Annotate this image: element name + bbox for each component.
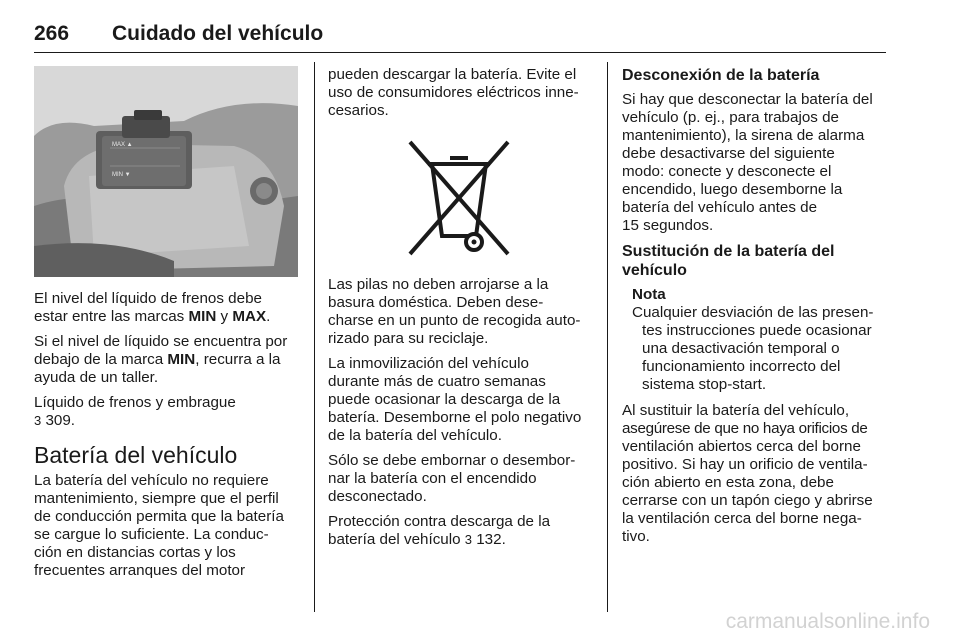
paragraph: [328, 355, 594, 445]
column-1: [34, 290, 302, 587]
text-line: frecuentes arranques del motor: [34, 562, 246, 579]
text-line: Las pilas no deben arrojarse a la: [328, 276, 549, 293]
reference-arrow-icon: 3: [34, 413, 42, 428]
paragraph: [328, 66, 594, 120]
brake-fluid-reservoir-photo: [34, 66, 298, 277]
text-line: La batería del vehículo no requiere: [34, 472, 269, 489]
paragraph: [34, 394, 302, 430]
text-line: cesarios.: [328, 102, 389, 119]
column-3: [622, 66, 888, 553]
paragraph: [34, 333, 302, 387]
text-line: 15 segundos.: [622, 217, 714, 234]
text-line: Al sustituir la batería del vehículo,: [622, 402, 850, 419]
reservoir-illustration: [34, 66, 298, 277]
text-line: El nivel del líquido de frenos debe: [34, 290, 262, 307]
text-line: batería. Desemborne el polo negativo: [328, 409, 582, 426]
max-mark-label: MAX ▲: [112, 142, 133, 148]
column-divider: [607, 62, 608, 612]
text-line: durante más de cuatro semanas: [328, 373, 546, 390]
min-mark-label: MIN ▼: [112, 172, 131, 178]
subsection-heading: Desconexión de la batería: [622, 67, 820, 84]
text-span: 309.: [41, 412, 76, 429]
text-line: ción en distancias cortas y los: [34, 544, 236, 561]
paragraph: [328, 276, 594, 348]
text-line: uso de consumidores eléctricos inne-: [328, 84, 579, 101]
text-line: vehículo (p. ej., para trabajos de: [622, 109, 839, 126]
text-line: de la batería del vehículo.: [328, 427, 502, 444]
text-line: ayuda de un taller.: [34, 369, 159, 386]
section-title: Cuidado del vehículo: [112, 22, 324, 45]
text-line: La inmovilización del vehículo: [328, 355, 529, 372]
text-line: desconectado.: [328, 488, 427, 505]
text-line: mantenimiento), la sirena de alarma: [622, 127, 865, 144]
text-line: nar la batería con el encendido: [328, 470, 537, 487]
text-span: estar entre las marcas: [34, 308, 189, 325]
text-line: la ventilación cerca del borne nega-: [622, 510, 862, 527]
text-line: vehículo: [622, 262, 687, 279]
column-2: [328, 66, 594, 556]
text-span: , recurra a la: [195, 351, 281, 368]
text-line: basura doméstica. Deben dese-: [328, 294, 544, 311]
column-divider: [314, 62, 315, 612]
text-span: .: [266, 308, 271, 325]
cross-reference-link[interactable]: [34, 412, 302, 430]
paragraph: [34, 290, 302, 326]
watermark[interactable]: carmanualsonline.info: [725, 610, 930, 633]
paragraph: [34, 472, 302, 580]
paragraph: [622, 91, 888, 235]
note-title: Nota: [632, 286, 666, 303]
text-line: mantenimiento, siempre que el perfil: [34, 490, 279, 507]
text-line: [328, 531, 594, 549]
text-line: asegúrese de que no haya orificios de: [622, 420, 868, 437]
text-line: debe desactivarse del siguiente: [622, 145, 835, 162]
text-line: ción abierto en esta zona, debe: [622, 474, 834, 491]
text-span: 132.: [472, 531, 506, 548]
subsection-heading: [622, 242, 888, 280]
text-line: encendido, luego desemborne la: [622, 181, 843, 198]
text-line: batería del vehículo antes de: [622, 199, 818, 216]
text-line: modo: conecte y desconecte el: [622, 163, 832, 180]
text-line: sistema stop-start.: [642, 376, 767, 393]
text-line: Protección contra descarga de la: [328, 513, 551, 530]
text-line: rizado para su reciclaje.: [328, 330, 489, 347]
text-span: batería del vehículo: [328, 531, 465, 548]
text-line: tes instrucciones puede ocasionar: [642, 322, 872, 339]
paragraph: [328, 513, 594, 549]
text-line: se cargue lo suficiente. La conduc-: [34, 526, 269, 543]
text-line: funcionamiento incorrecto del: [642, 358, 841, 375]
text-line: Cualquier desviación de las presen-: [632, 304, 874, 321]
text-line: tivo.: [622, 528, 650, 545]
text-line: Si el nivel de líquido se encuentra por: [34, 333, 288, 350]
text-line: charse en un punto de recogida auto-: [328, 312, 581, 329]
text-line: Sólo se debe embornar o desembor-: [328, 452, 576, 469]
paragraph: [328, 452, 594, 506]
text-line: cerrarse con un tapón ciego y abrirse: [622, 492, 873, 509]
text-line: positivo. Si hay un orificio de ventila-: [622, 456, 868, 473]
page-header: [34, 22, 886, 53]
text-line: una desactivación temporal o: [642, 340, 840, 357]
text-line: [34, 351, 302, 369]
section-heading: Batería del vehículo: [34, 442, 238, 468]
reference-arrow-icon: 3: [464, 532, 473, 547]
page-number: 266: [34, 22, 70, 45]
note-body: [632, 304, 888, 394]
text-line: Si hay que desconectar la batería del: [622, 91, 873, 108]
text-span: y: [216, 308, 233, 325]
text-line: [34, 308, 302, 326]
min-mark-text: MIN: [188, 308, 217, 325]
text-line: de conducción permita que la batería: [34, 508, 284, 525]
text-line: pueden descargar la batería. Evite el: [328, 66, 577, 83]
text-line: Líquido de frenos y embrague: [34, 394, 236, 411]
text-line: puede ocasionar la descarga de la: [328, 391, 561, 408]
text-line: Sustitución de la batería del: [622, 243, 835, 260]
max-mark-text: MAX: [232, 308, 267, 325]
min-mark-text: MIN: [167, 351, 196, 368]
text-span: debajo de la marca: [34, 351, 168, 368]
crossed-out-wheelie-bin-icon: [404, 136, 514, 260]
paragraph: [622, 402, 888, 546]
text-line: ventilación abiertos cerca del borne: [622, 438, 861, 455]
cross-reference-link[interactable]: [465, 531, 506, 548]
note-box: [622, 286, 888, 394]
